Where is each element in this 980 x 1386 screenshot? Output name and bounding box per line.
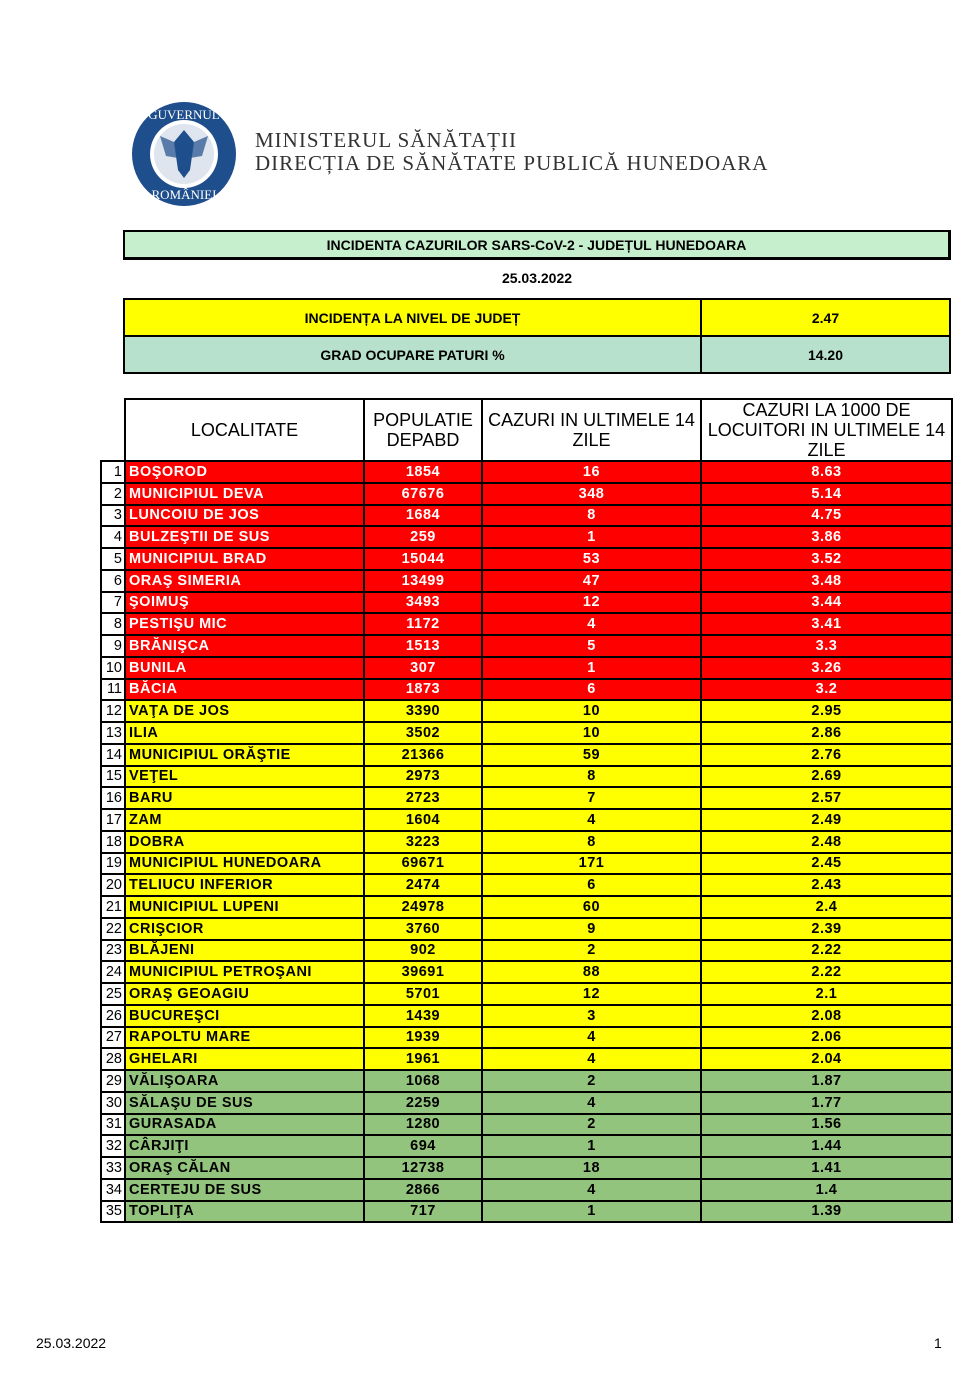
locality-name: ORAŞ GEOAGIU — [125, 983, 364, 1005]
cases-14-days: 60 — [482, 896, 701, 918]
cases-14-days: 6 — [482, 874, 701, 896]
cases-14-days: 4 — [482, 1092, 701, 1114]
locality-name: ILIA — [125, 722, 364, 744]
population: 717 — [364, 1201, 482, 1223]
cases-14-days: 9 — [482, 918, 701, 940]
row-index: 16 — [101, 787, 125, 809]
cases-14-days: 47 — [482, 570, 701, 592]
table-row — [101, 657, 952, 679]
row-index: 4 — [101, 526, 125, 548]
population: 1172 — [364, 613, 482, 635]
rate-per-1000: 2.48 — [701, 831, 952, 853]
rate-per-1000: 1.41 — [701, 1157, 952, 1179]
locality-name: ZAM — [125, 809, 364, 831]
row-index: 3 — [101, 505, 125, 527]
population: 12738 — [364, 1157, 482, 1179]
table-row — [101, 961, 952, 983]
row-index: 35 — [101, 1201, 125, 1223]
row-index: 33 — [101, 1157, 125, 1179]
rate-per-1000: 2.4 — [701, 896, 952, 918]
locality-name: MUNICIPIUL DEVA — [125, 483, 364, 505]
table-row — [101, 983, 952, 1005]
rate-per-1000: 3.26 — [701, 657, 952, 679]
table-row — [101, 505, 952, 527]
population: 24978 — [364, 896, 482, 918]
row-index: 27 — [101, 1027, 125, 1049]
page-number: 1 — [934, 1335, 942, 1351]
row-index: 25 — [101, 983, 125, 1005]
rate-per-1000: 2.49 — [701, 809, 952, 831]
header-locality: LOCALITATE — [125, 399, 364, 461]
svg-text:GUVERNUL: GUVERNUL — [148, 107, 220, 122]
cases-14-days: 10 — [482, 700, 701, 722]
rate-per-1000: 1.56 — [701, 1114, 952, 1136]
locality-name: LUNCOIU DE JOS — [125, 505, 364, 527]
cases-14-days: 4 — [482, 1179, 701, 1201]
row-index: 22 — [101, 918, 125, 940]
rate-per-1000: 2.43 — [701, 874, 952, 896]
table-row — [101, 787, 952, 809]
row-index: 14 — [101, 744, 125, 766]
locality-name: BRĂNIŞCA — [125, 635, 364, 657]
row-index: 32 — [101, 1135, 125, 1157]
row-index: 29 — [101, 1070, 125, 1092]
table-row — [101, 940, 952, 962]
population: 307 — [364, 657, 482, 679]
table-row — [101, 1135, 952, 1157]
cases-14-days: 1 — [482, 526, 701, 548]
table-row — [101, 766, 952, 788]
table-row — [101, 918, 952, 940]
row-index: 12 — [101, 700, 125, 722]
population: 2973 — [364, 766, 482, 788]
locality-name: MUNICIPIUL PETROŞANI — [125, 961, 364, 983]
table-row — [101, 896, 952, 918]
rate-per-1000: 3.48 — [701, 570, 952, 592]
row-index: 5 — [101, 548, 125, 570]
population: 21366 — [364, 744, 482, 766]
locality-name: TELIUCU INFERIOR — [125, 874, 364, 896]
cases-14-days: 2 — [482, 940, 701, 962]
row-index: 28 — [101, 1048, 125, 1070]
row-index: 8 — [101, 613, 125, 635]
cases-14-days: 171 — [482, 853, 701, 875]
locality-name: BUNILA — [125, 657, 364, 679]
table-row — [101, 526, 952, 548]
locality-name: DOBRA — [125, 831, 364, 853]
rate-per-1000: 3.3 — [701, 635, 952, 657]
header-rate: CAZURI LA 1000 DE LOCUITORI IN ULTIMELE 14 ZILE — [701, 399, 952, 461]
cases-14-days: 3 — [482, 1005, 701, 1027]
table-row — [101, 1048, 952, 1070]
row-index: 26 — [101, 1005, 125, 1027]
cases-14-days: 5 — [482, 635, 701, 657]
table-row — [101, 1114, 952, 1136]
population: 3390 — [364, 700, 482, 722]
row-index: 24 — [101, 961, 125, 983]
cases-14-days: 348 — [482, 483, 701, 505]
cases-14-days: 7 — [482, 787, 701, 809]
population: 1513 — [364, 635, 482, 657]
ministry-heading — [255, 129, 768, 175]
row-index: 2 — [101, 483, 125, 505]
rate-per-1000: 2.39 — [701, 918, 952, 940]
cases-14-days: 8 — [482, 831, 701, 853]
locality-name: BUCUREŞCI — [125, 1005, 364, 1027]
summary-row-incidence — [124, 299, 950, 336]
rate-per-1000: 2.57 — [701, 787, 952, 809]
summary-table — [123, 298, 951, 374]
row-index: 31 — [101, 1114, 125, 1136]
cases-14-days: 4 — [482, 1048, 701, 1070]
table-row — [101, 700, 952, 722]
cases-14-days: 8 — [482, 766, 701, 788]
population: 13499 — [364, 570, 482, 592]
cases-14-days: 59 — [482, 744, 701, 766]
table-row — [101, 1157, 952, 1179]
rate-per-1000: 3.44 — [701, 592, 952, 614]
rate-per-1000: 3.41 — [701, 613, 952, 635]
summary-value: 14.20 — [701, 336, 950, 373]
summary-row-bed-occupancy — [124, 336, 950, 373]
row-index: 19 — [101, 853, 125, 875]
table-row — [101, 1005, 952, 1027]
locality-name: VĂLIŞOARA — [125, 1070, 364, 1092]
locality-name: MUNICIPIUL ORĂŞTIE — [125, 744, 364, 766]
localities-table — [100, 398, 953, 1223]
population: 39691 — [364, 961, 482, 983]
population: 1961 — [364, 1048, 482, 1070]
summary-label: INCIDENȚA LA NIVEL DE JUDEȚ — [124, 299, 701, 336]
rate-per-1000: 3.86 — [701, 526, 952, 548]
summary-value: 2.47 — [701, 299, 950, 336]
rate-per-1000: 8.63 — [701, 461, 952, 483]
table-row — [101, 635, 952, 657]
row-index: 11 — [101, 679, 125, 701]
cases-14-days: 10 — [482, 722, 701, 744]
row-index: 13 — [101, 722, 125, 744]
report-title: INCIDENTA CAZURILOR SARS-CoV-2 - JUDEȚUL HUNEDOARA — [123, 230, 951, 260]
cases-14-days: 16 — [482, 461, 701, 483]
table-row — [101, 1201, 952, 1223]
table-row — [101, 831, 952, 853]
table-row — [101, 722, 952, 744]
population: 2723 — [364, 787, 482, 809]
locality-name: MUNICIPIUL LUPENI — [125, 896, 364, 918]
table-row — [101, 1092, 952, 1114]
table-row — [101, 592, 952, 614]
row-index: 20 — [101, 874, 125, 896]
table-row — [101, 874, 952, 896]
table-row — [101, 744, 952, 766]
locality-name: BARU — [125, 787, 364, 809]
rate-per-1000: 2.69 — [701, 766, 952, 788]
row-index: 21 — [101, 896, 125, 918]
table-row — [101, 548, 952, 570]
row-index: 30 — [101, 1092, 125, 1114]
locality-name: MUNICIPIUL HUNEDOARA — [125, 853, 364, 875]
locality-name: CRIŞCIOR — [125, 918, 364, 940]
rate-per-1000: 2.86 — [701, 722, 952, 744]
population: 3223 — [364, 831, 482, 853]
table-row — [101, 853, 952, 875]
rate-per-1000: 2.95 — [701, 700, 952, 722]
population: 259 — [364, 526, 482, 548]
ministry-name: MINISTERUL SĂNĂTAȚII — [255, 128, 517, 152]
locality-name: VAŢA DE JOS — [125, 700, 364, 722]
cases-14-days: 2 — [482, 1114, 701, 1136]
table-row — [101, 1179, 952, 1201]
population: 5701 — [364, 983, 482, 1005]
cases-14-days: 4 — [482, 809, 701, 831]
cases-14-days: 18 — [482, 1157, 701, 1179]
summary-label: GRAD OCUPARE PATURI % — [124, 336, 701, 373]
cases-14-days: 88 — [482, 961, 701, 983]
rate-per-1000: 2.76 — [701, 744, 952, 766]
table-body — [101, 461, 952, 1222]
table-row — [101, 613, 952, 635]
table-row — [101, 1070, 952, 1092]
locality-name: BOŞOROD — [125, 461, 364, 483]
cases-14-days: 1 — [482, 1201, 701, 1223]
row-index: 6 — [101, 570, 125, 592]
population: 1604 — [364, 809, 482, 831]
row-index: 7 — [101, 592, 125, 614]
row-index: 23 — [101, 940, 125, 962]
locality-name: PESTIŞU MIC — [125, 613, 364, 635]
cases-14-days: 6 — [482, 679, 701, 701]
rate-per-1000: 2.06 — [701, 1027, 952, 1049]
cases-14-days: 12 — [482, 592, 701, 614]
locality-name: MUNICIPIUL BRAD — [125, 548, 364, 570]
cases-14-days: 53 — [482, 548, 701, 570]
population: 1939 — [364, 1027, 482, 1049]
population: 1873 — [364, 679, 482, 701]
rate-per-1000: 1.77 — [701, 1092, 952, 1114]
row-index: 15 — [101, 766, 125, 788]
rate-per-1000: 5.14 — [701, 483, 952, 505]
locality-name: GURASADA — [125, 1114, 364, 1136]
population: 69671 — [364, 853, 482, 875]
directorate-name: DIRECȚIA DE SĂNĂTATE PUBLICĂ HUNEDOARA — [255, 151, 769, 175]
population: 3760 — [364, 918, 482, 940]
locality-name: BLĂJENI — [125, 940, 364, 962]
locality-name: ŞOIMUŞ — [125, 592, 364, 614]
population: 15044 — [364, 548, 482, 570]
table-row — [101, 483, 952, 505]
locality-name: RAPOLTU MARE — [125, 1027, 364, 1049]
header-cases: CAZURI IN ULTIMELE 14 ZILE — [482, 399, 701, 461]
cases-14-days: 4 — [482, 1027, 701, 1049]
population: 1439 — [364, 1005, 482, 1027]
locality-name: VEŢEL — [125, 766, 364, 788]
table-header — [101, 399, 952, 461]
population: 3502 — [364, 722, 482, 744]
rate-per-1000: 2.08 — [701, 1005, 952, 1027]
locality-name: TOPLIŢA — [125, 1201, 364, 1223]
population: 2259 — [364, 1092, 482, 1114]
cases-14-days: 1 — [482, 1135, 701, 1157]
population: 1280 — [364, 1114, 482, 1136]
population: 1854 — [364, 461, 482, 483]
rate-per-1000: 3.2 — [701, 679, 952, 701]
table-row — [101, 461, 952, 483]
rate-per-1000: 2.04 — [701, 1048, 952, 1070]
row-index: 17 — [101, 809, 125, 831]
header-population: POPULATIE DEPABD — [364, 399, 482, 461]
row-index: 9 — [101, 635, 125, 657]
table-row — [101, 809, 952, 831]
population: 1068 — [364, 1070, 482, 1092]
table-row — [101, 570, 952, 592]
row-index: 34 — [101, 1179, 125, 1201]
rate-per-1000: 2.1 — [701, 983, 952, 1005]
locality-name: SĂLAŞU DE SUS — [125, 1092, 364, 1114]
population: 2474 — [364, 874, 482, 896]
rate-per-1000: 1.39 — [701, 1201, 952, 1223]
locality-name: ORAŞ SIMERIA — [125, 570, 364, 592]
table-row — [101, 1027, 952, 1049]
report-date: 25.03.2022 — [501, 270, 573, 286]
rate-per-1000: 1.87 — [701, 1070, 952, 1092]
rate-per-1000: 3.52 — [701, 548, 952, 570]
rate-per-1000: 2.22 — [701, 961, 952, 983]
rate-per-1000: 2.22 — [701, 940, 952, 962]
population: 2866 — [364, 1179, 482, 1201]
rate-per-1000: 2.45 — [701, 853, 952, 875]
cases-14-days: 2 — [482, 1070, 701, 1092]
locality-name: BĂCIA — [125, 679, 364, 701]
footer-date: 25.03.2022 — [36, 1335, 107, 1351]
cases-14-days: 8 — [482, 505, 701, 527]
locality-name: GHELARI — [125, 1048, 364, 1070]
rate-per-1000: 4.75 — [701, 505, 952, 527]
row-index: 18 — [101, 831, 125, 853]
cases-14-days: 12 — [482, 983, 701, 1005]
population: 1684 — [364, 505, 482, 527]
locality-name: CÂRJIŢI — [125, 1135, 364, 1157]
population: 67676 — [364, 483, 482, 505]
locality-name: CERTEJU DE SUS — [125, 1179, 364, 1201]
population: 902 — [364, 940, 482, 962]
population: 3493 — [364, 592, 482, 614]
svg-text:ROMÂNIEI: ROMÂNIEI — [151, 187, 217, 202]
population: 694 — [364, 1135, 482, 1157]
row-index: 1 — [101, 461, 125, 483]
locality-name: BULZEŞTII DE SUS — [125, 526, 364, 548]
rate-per-1000: 1.44 — [701, 1135, 952, 1157]
cases-14-days: 1 — [482, 657, 701, 679]
government-seal-logo — [130, 100, 238, 208]
table-row — [101, 679, 952, 701]
rate-per-1000: 1.4 — [701, 1179, 952, 1201]
header-index — [101, 399, 125, 461]
cases-14-days: 4 — [482, 613, 701, 635]
locality-name: ORAŞ CĂLAN — [125, 1157, 364, 1179]
row-index: 10 — [101, 657, 125, 679]
